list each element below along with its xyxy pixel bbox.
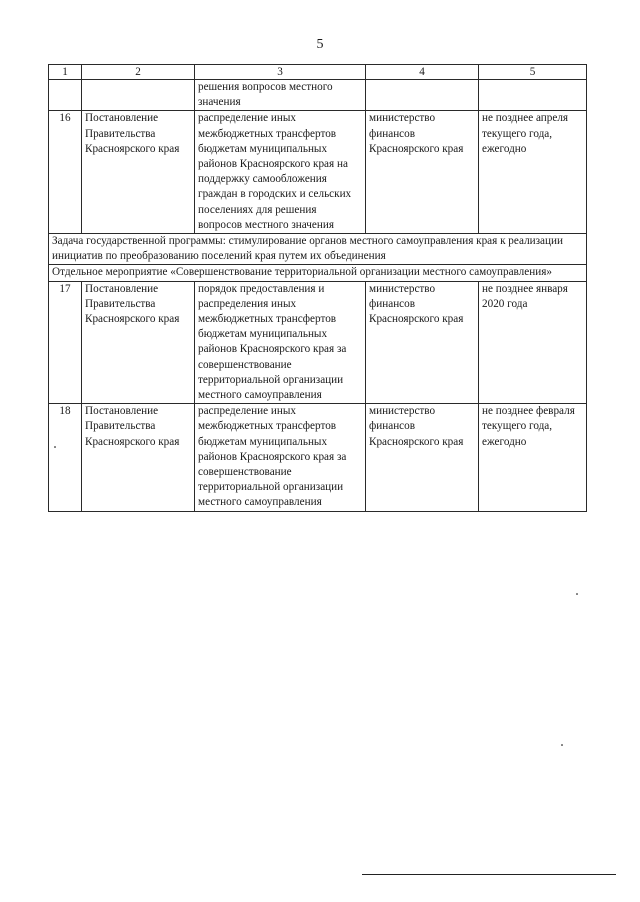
footer-rule xyxy=(362,874,616,875)
scan-speck xyxy=(54,446,56,448)
column-header: 3 xyxy=(195,65,366,80)
measure-text: Отдельное мероприятие «Совершенствование территориальной организации местного самоуправления» xyxy=(49,265,587,281)
cell-resp: министерство финансов Красноярского края xyxy=(366,111,479,234)
column-header: 2 xyxy=(82,65,195,80)
cell-term xyxy=(479,80,587,111)
cell-desc: решения вопросов местного значения xyxy=(195,80,366,111)
cell-resp: министерство финансов Красноярского края xyxy=(366,404,479,511)
cell-num: 18 xyxy=(49,404,82,511)
table-row xyxy=(49,404,587,511)
column-header: 4 xyxy=(366,65,479,80)
cell-term: не позднее февраля текущего года, ежегодно xyxy=(479,404,587,511)
task-text: Задача государственной программы: стимулирование органов местного самоуправления края к реализации инициатив по преобразованию поселений края путем их объединения xyxy=(49,234,587,265)
cell-doc: Постановление Правительства Красноярского края xyxy=(82,281,195,404)
cell-num xyxy=(49,80,82,111)
cell-term: не позднее апреля текущего года, ежегодно xyxy=(479,111,587,234)
table-row-continuation xyxy=(49,80,587,111)
task-row xyxy=(49,234,587,265)
scan-speck xyxy=(561,744,563,746)
measure-row xyxy=(49,265,587,281)
table-row xyxy=(49,111,587,234)
cell-num: 16 xyxy=(49,111,82,234)
cell-doc: Постановление Правительства Красноярского края xyxy=(82,111,195,234)
cell-resp xyxy=(366,80,479,111)
cell-num: 17 xyxy=(49,281,82,404)
table-row xyxy=(49,281,587,404)
column-header: 1 xyxy=(49,65,82,80)
cell-desc: порядок предоставления и распределения иных межбюджетных трансфертов бюджетам муниципальных районов Красноярского края за совершенствование территориальной организации местного самоуправления xyxy=(195,281,366,404)
page-number: 5 xyxy=(316,37,324,52)
document-table xyxy=(48,64,587,512)
table-header-row xyxy=(49,65,587,80)
column-header: 5 xyxy=(479,65,587,80)
cell-resp: министерство финансов Красноярского края xyxy=(366,281,479,404)
scan-speck xyxy=(576,593,578,595)
cell-doc xyxy=(82,80,195,111)
cell-term: не позднее января 2020 года xyxy=(479,281,587,404)
cell-doc: Постановление Правительства Красноярского края xyxy=(82,404,195,511)
cell-desc: распределение иных межбюджетных трансфертов бюджетам муниципальных районов Красноярского края за совершенствование территориальной организации местного самоуправления xyxy=(195,404,366,511)
cell-desc: распределение иных межбюджетных трансфертов бюджетам муниципальных районов Красноярского края на поддержку самообложения граждан в городских и сельских поселениях для решения вопросов местного значения xyxy=(195,111,366,234)
